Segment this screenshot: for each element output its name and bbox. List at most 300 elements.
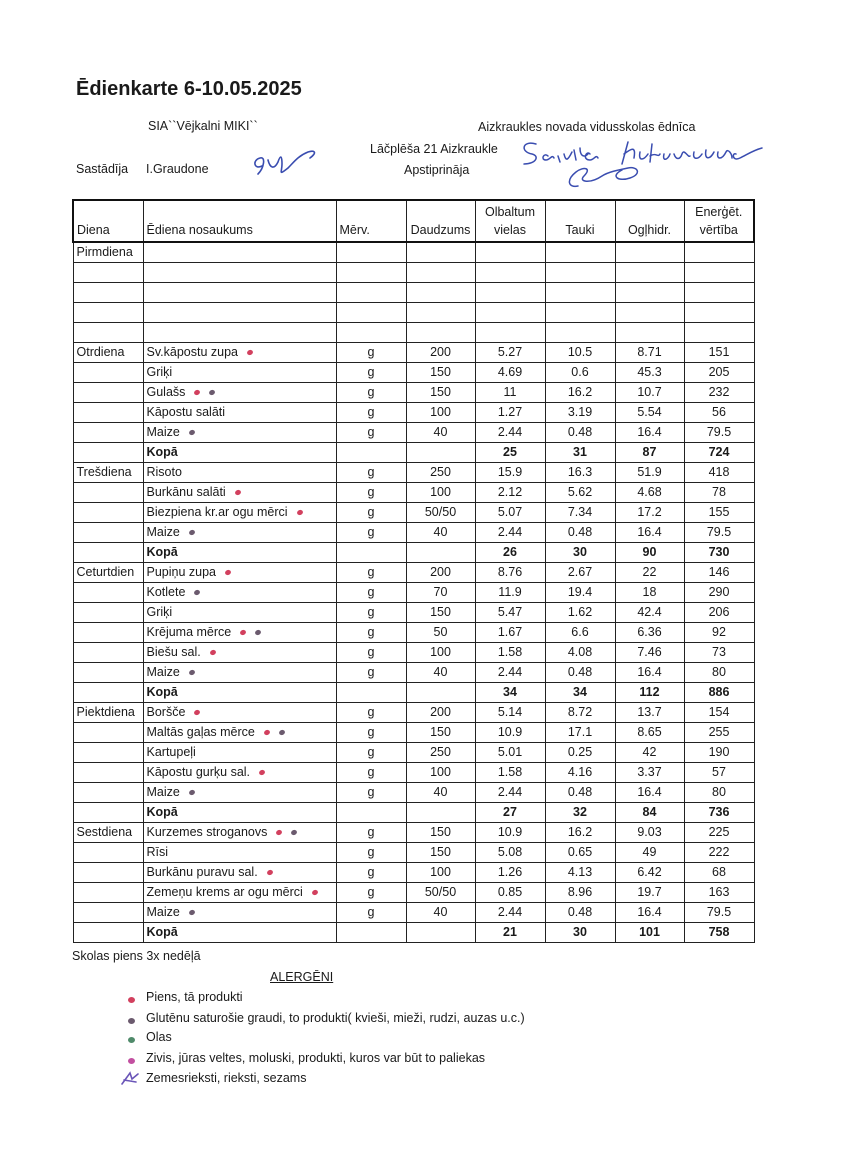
energy-cell [684,263,754,283]
quantity-cell: 150 [406,603,475,623]
carbs-cell [615,263,684,283]
fat-cell [545,303,615,323]
fat-cell: 6.6 [545,623,615,643]
fat-cell: 4.16 [545,763,615,783]
dish-name: Kopā [146,685,178,699]
protein-cell: 11.9 [475,583,545,603]
total-row [73,923,754,943]
table-row [73,583,754,603]
protein-cell: 2.44 [475,663,545,683]
total-row [73,443,754,463]
protein-cell: 2.12 [475,483,545,503]
quantity-cell: 250 [406,743,475,763]
milk-allergen-marker-icon [240,629,247,636]
day-cell [73,423,143,443]
carbs-cell: 6.42 [615,863,684,883]
gluten-marker-icon [128,1013,140,1023]
energy-cell: 56 [684,403,754,423]
protein-cell [475,242,545,263]
dish-name: Maize [146,525,180,539]
protein-cell [475,323,545,343]
fat-cell: 0.25 [545,743,615,763]
carbs-cell: 87 [615,443,684,463]
energy-cell: 886 [684,683,754,703]
dish-name: Biezpiena kr.ar ogu mērci [146,505,288,519]
dish-name: Maize [146,905,180,919]
quantity-cell [406,323,475,343]
carbs-cell: 101 [615,923,684,943]
carbs-cell: 13.7 [615,703,684,723]
quantity-cell [406,803,475,823]
quantity-cell: 70 [406,583,475,603]
fat-cell [545,283,615,303]
dish-cell [143,503,336,523]
day-cell [73,623,143,643]
day-cell [73,263,143,283]
gluten-allergen-marker-icon [194,589,201,596]
dish-name: Biešu sal. [146,645,201,659]
unit-cell [336,923,406,943]
energy-cell: 724 [684,443,754,463]
dish-name: Maize [146,425,180,439]
day-cell [73,583,143,603]
milk-allergen-marker-icon [276,829,283,836]
day-cell [73,603,143,623]
day-cell [73,863,143,883]
unit-cell [336,323,406,343]
carbs-cell [615,283,684,303]
unit-cell [336,263,406,283]
day-cell [73,503,143,523]
total-row [73,683,754,703]
dish-cell [143,543,336,563]
fat-cell: 34 [545,683,615,703]
milk-allergen-marker-icon [263,729,270,736]
quantity-cell [406,683,475,703]
carbs-cell: 7.46 [615,643,684,663]
table-row [73,903,754,923]
table-row [73,743,754,763]
day-cell [73,883,143,903]
milk-allergen-marker-icon [194,709,201,716]
fat-cell: 17.1 [545,723,615,743]
quantity-cell: 40 [406,663,475,683]
header-unit: Mērv. [336,200,406,242]
milk-allergen-marker-icon [258,769,265,776]
header-quantity: Daudzums [406,200,475,242]
unit-cell: g [336,503,406,523]
energy-cell [684,303,754,323]
fat-cell: 16.3 [545,463,615,483]
unit-cell: g [336,483,406,503]
unit-cell: g [336,723,406,743]
dish-cell [143,903,336,923]
unit-cell: g [336,383,406,403]
table-row [73,483,754,503]
company-name: SIA``Vējkalni MIKI`` [148,119,258,133]
legend-item-nuts [120,1071,306,1085]
gluten-allergen-marker-icon [278,729,285,736]
milk-allergen-marker-icon [311,889,318,896]
carbs-cell: 8.71 [615,343,684,363]
fat-cell: 16.2 [545,383,615,403]
protein-cell: 2.44 [475,903,545,923]
milk-allergen-marker-icon [234,489,241,496]
dish-cell [143,703,336,723]
unit-cell [336,803,406,823]
carbs-cell: 4.68 [615,483,684,503]
quantity-cell: 150 [406,823,475,843]
energy-cell: 222 [684,843,754,863]
fat-cell: 4.13 [545,863,615,883]
fat-cell: 0.48 [545,663,615,683]
dish-name: Kopā [146,545,178,559]
dish-name: Kurzemes stroganovs [146,825,268,839]
protein-cell: 27 [475,803,545,823]
protein-cell: 1.26 [475,863,545,883]
carbs-cell: 16.4 [615,423,684,443]
address: Lāčplēša 21 Aizkraukle [370,142,498,156]
dish-name: Kāpostu salāti [146,405,226,419]
menu-table [72,199,755,943]
table-row [73,663,754,683]
dish-cell [143,603,336,623]
energy-cell [684,283,754,303]
header-fat: Tauki [545,200,615,242]
milk-allergen-marker-icon [296,509,303,516]
dish-name: Zemeņu krems ar ogu mērci [146,885,303,899]
fat-cell: 30 [545,923,615,943]
quantity-cell: 200 [406,563,475,583]
day-cell: Otrdiena [73,343,143,363]
protein-cell: 5.07 [475,503,545,523]
carbs-cell: 45.3 [615,363,684,383]
protein-cell: 2.44 [475,523,545,543]
fat-cell: 1.62 [545,603,615,623]
unit-cell: g [336,863,406,883]
dish-name: Krējuma mērce [146,625,232,639]
table-row [73,783,754,803]
unit-cell: g [336,903,406,923]
energy-cell: 146 [684,563,754,583]
energy-cell: 92 [684,623,754,643]
day-cell: Trešdiena [73,463,143,483]
energy-cell [684,323,754,343]
fat-cell [545,242,615,263]
carbs-cell: 8.65 [615,723,684,743]
quantity-cell: 100 [406,863,475,883]
milk-allergen-marker-icon [194,389,201,396]
day-cell [73,763,143,783]
school-milk-note: Skolas piens 3x nedēļā [72,949,201,963]
protein-cell: 5.01 [475,743,545,763]
dish-cell [143,663,336,683]
day-cell [73,923,143,943]
nuts-marker-icon [120,1071,140,1085]
fat-cell: 30 [545,543,615,563]
carbs-cell: 90 [615,543,684,563]
gluten-allergen-marker-icon [188,429,195,436]
quantity-cell [406,543,475,563]
header-dish: Ēdiena nosaukums [143,200,336,242]
fat-cell: 19.4 [545,583,615,603]
unit-cell: g [336,423,406,443]
table-row [73,863,754,883]
dish-cell [143,363,336,383]
compiler-signature [248,146,324,182]
legend-label: Olas [146,1030,172,1044]
dish-cell [143,923,336,943]
fat-cell: 31 [545,443,615,463]
table-row [73,563,754,583]
carbs-cell [615,242,684,263]
day-cell [73,543,143,563]
quantity-cell [406,283,475,303]
protein-cell: 4.69 [475,363,545,383]
total-row [73,803,754,823]
header-day: Diena [73,200,143,242]
quantity-cell: 250 [406,463,475,483]
allergens-title: ALERGĒNI [270,970,334,984]
protein-cell: 11 [475,383,545,403]
dish-cell [143,643,336,663]
protein-cell: 1.58 [475,763,545,783]
day-cell [73,403,143,423]
carbs-cell: 16.4 [615,523,684,543]
milk-allergen-marker-icon [209,649,216,656]
protein-cell: 5.47 [475,603,545,623]
dish-cell [143,843,336,863]
gluten-allergen-marker-icon [188,789,195,796]
day-cell [73,483,143,503]
legend-label: Piens, tā produkti [146,990,243,1004]
day-cell [73,303,143,323]
table-row [73,343,754,363]
protein-cell: 5.14 [475,703,545,723]
table-row [73,383,754,403]
quantity-cell [406,923,475,943]
carbs-cell: 42 [615,743,684,763]
unit-cell: g [336,403,406,423]
energy-cell: 225 [684,823,754,843]
energy-cell: 73 [684,643,754,663]
dish-cell [143,403,336,423]
protein-cell: 10.9 [475,723,545,743]
protein-cell: 2.44 [475,423,545,443]
energy-cell: 79.5 [684,523,754,543]
table-row [73,363,754,383]
unit-cell [336,283,406,303]
day-cell: Ceturtdien [73,563,143,583]
quantity-cell: 40 [406,903,475,923]
day-cell [73,283,143,303]
dish-cell [143,883,336,903]
protein-cell: 5.08 [475,843,545,863]
dish-name: Kopā [146,445,178,459]
table-row [73,303,754,323]
unit-cell: g [336,663,406,683]
dish-cell [143,242,336,263]
fat-cell: 2.67 [545,563,615,583]
energy-cell: 290 [684,583,754,603]
table-row [73,643,754,663]
fat-cell: 32 [545,803,615,823]
table-row [73,323,754,343]
dish-name: Kopā [146,925,178,939]
carbs-cell: 3.37 [615,763,684,783]
unit-cell: g [336,343,406,363]
fat-cell: 0.48 [545,903,615,923]
menu-table-body [73,242,754,943]
eggs-marker-icon [128,1032,140,1042]
carbs-cell: 6.36 [615,623,684,643]
day-cell: Piektdiena [73,703,143,723]
carbs-cell: 5.54 [615,403,684,423]
unit-cell: g [336,703,406,723]
unit-cell: g [336,823,406,843]
unit-cell [336,443,406,463]
unit-cell: g [336,743,406,763]
dish-cell [143,863,336,883]
dish-name: Burkānu puravu sal. [146,865,258,879]
day-cell [73,323,143,343]
unit-cell [336,242,406,263]
carbs-cell: 49 [615,843,684,863]
fat-cell: 10.5 [545,343,615,363]
quantity-cell: 40 [406,523,475,543]
energy-cell: 205 [684,363,754,383]
day-cell [73,903,143,923]
dish-cell [143,383,336,403]
fat-cell: 8.72 [545,703,615,723]
table-row [73,263,754,283]
energy-cell: 418 [684,463,754,483]
table-row [73,723,754,743]
energy-cell: 163 [684,883,754,903]
unit-cell: g [336,463,406,483]
gluten-allergen-marker-icon [209,389,216,396]
quantity-cell: 100 [406,403,475,423]
carbs-cell: 17.2 [615,503,684,523]
quantity-cell [406,242,475,263]
carbs-cell: 16.4 [615,663,684,683]
legend-label: Zemesrieksti, rieksti, sezams [146,1071,307,1085]
carbs-cell: 10.7 [615,383,684,403]
unit-cell: g [336,623,406,643]
quantity-cell: 150 [406,363,475,383]
protein-cell: 1.58 [475,643,545,663]
fat-cell: 0.65 [545,843,615,863]
gluten-allergen-marker-icon [188,529,195,536]
quantity-cell: 50/50 [406,883,475,903]
protein-cell: 25 [475,443,545,463]
table-row [73,703,754,723]
energy-cell: 206 [684,603,754,623]
dish-cell [143,583,336,603]
dish-cell [143,523,336,543]
protein-cell: 34 [475,683,545,703]
dish-cell [143,723,336,743]
dish-name: Maize [146,665,180,679]
carbs-cell: 51.9 [615,463,684,483]
fat-cell: 0.6 [545,363,615,383]
dish-name: Griķi [146,605,173,619]
quantity-cell: 200 [406,343,475,363]
legend-label: Glutēnu saturošie graudi, to produkti( kvieši, mieži, rudzi, auzas u.c.) [146,1011,525,1025]
quantity-cell: 150 [406,843,475,863]
protein-cell: 15.9 [475,463,545,483]
carbs-cell: 84 [615,803,684,823]
gluten-allergen-marker-icon [291,829,298,836]
legend-item-eggs [128,1030,172,1044]
milk-allergen-marker-icon [224,569,231,576]
dish-name: Kāpostu gurķu sal. [146,765,251,779]
legend-label: Zivis, jūras veltes, moluski, produkti, kuros var būt to paliekas [146,1051,486,1065]
quantity-cell: 150 [406,723,475,743]
fat-cell: 8.96 [545,883,615,903]
day-cell [73,803,143,823]
carbs-cell [615,323,684,343]
dish-cell [143,683,336,703]
protein-cell: 5.27 [475,343,545,363]
dish-name: Kopā [146,805,178,819]
fat-cell: 0.48 [545,523,615,543]
fat-cell: 0.48 [545,423,615,443]
dish-cell [143,263,336,283]
energy-cell: 79.5 [684,903,754,923]
dish-cell [143,303,336,323]
dish-name: Boršče [146,705,186,719]
protein-cell: 1.27 [475,403,545,423]
table-row [73,423,754,443]
quantity-cell: 100 [406,483,475,503]
quantity-cell [406,443,475,463]
fat-cell: 7.34 [545,503,615,523]
energy-cell: 255 [684,723,754,743]
quantity-cell: 100 [406,763,475,783]
unit-cell: g [336,363,406,383]
dish-cell [143,623,336,643]
fat-cell: 16.2 [545,823,615,843]
milk-allergen-marker-icon [266,869,273,876]
dish-name: Sv.kāpostu zupa [146,345,238,359]
school-name: Aizkraukles novada vidusskolas ēdnīca [478,120,696,134]
energy-cell: 151 [684,343,754,363]
fat-cell [545,263,615,283]
carbs-cell: 112 [615,683,684,703]
table-row [73,403,754,423]
protein-cell: 2.44 [475,783,545,803]
fat-cell: 0.48 [545,783,615,803]
dish-cell [143,563,336,583]
day-cell [73,383,143,403]
energy-cell: 78 [684,483,754,503]
approved-by-label: Apstiprināja [404,163,470,177]
quantity-cell [406,303,475,323]
unit-cell: g [336,563,406,583]
day-cell [73,663,143,683]
dish-name: Burkānu salāti [146,485,226,499]
energy-cell: 57 [684,763,754,783]
carbs-cell: 42.4 [615,603,684,623]
legend-item-gluten [128,1011,525,1025]
compiled-by-label: Sastādīja [76,162,129,176]
dish-cell [143,283,336,303]
compiled-by-name: I.Graudone [146,162,209,176]
table-row [73,463,754,483]
dish-cell [143,763,336,783]
dish-cell [143,463,336,483]
